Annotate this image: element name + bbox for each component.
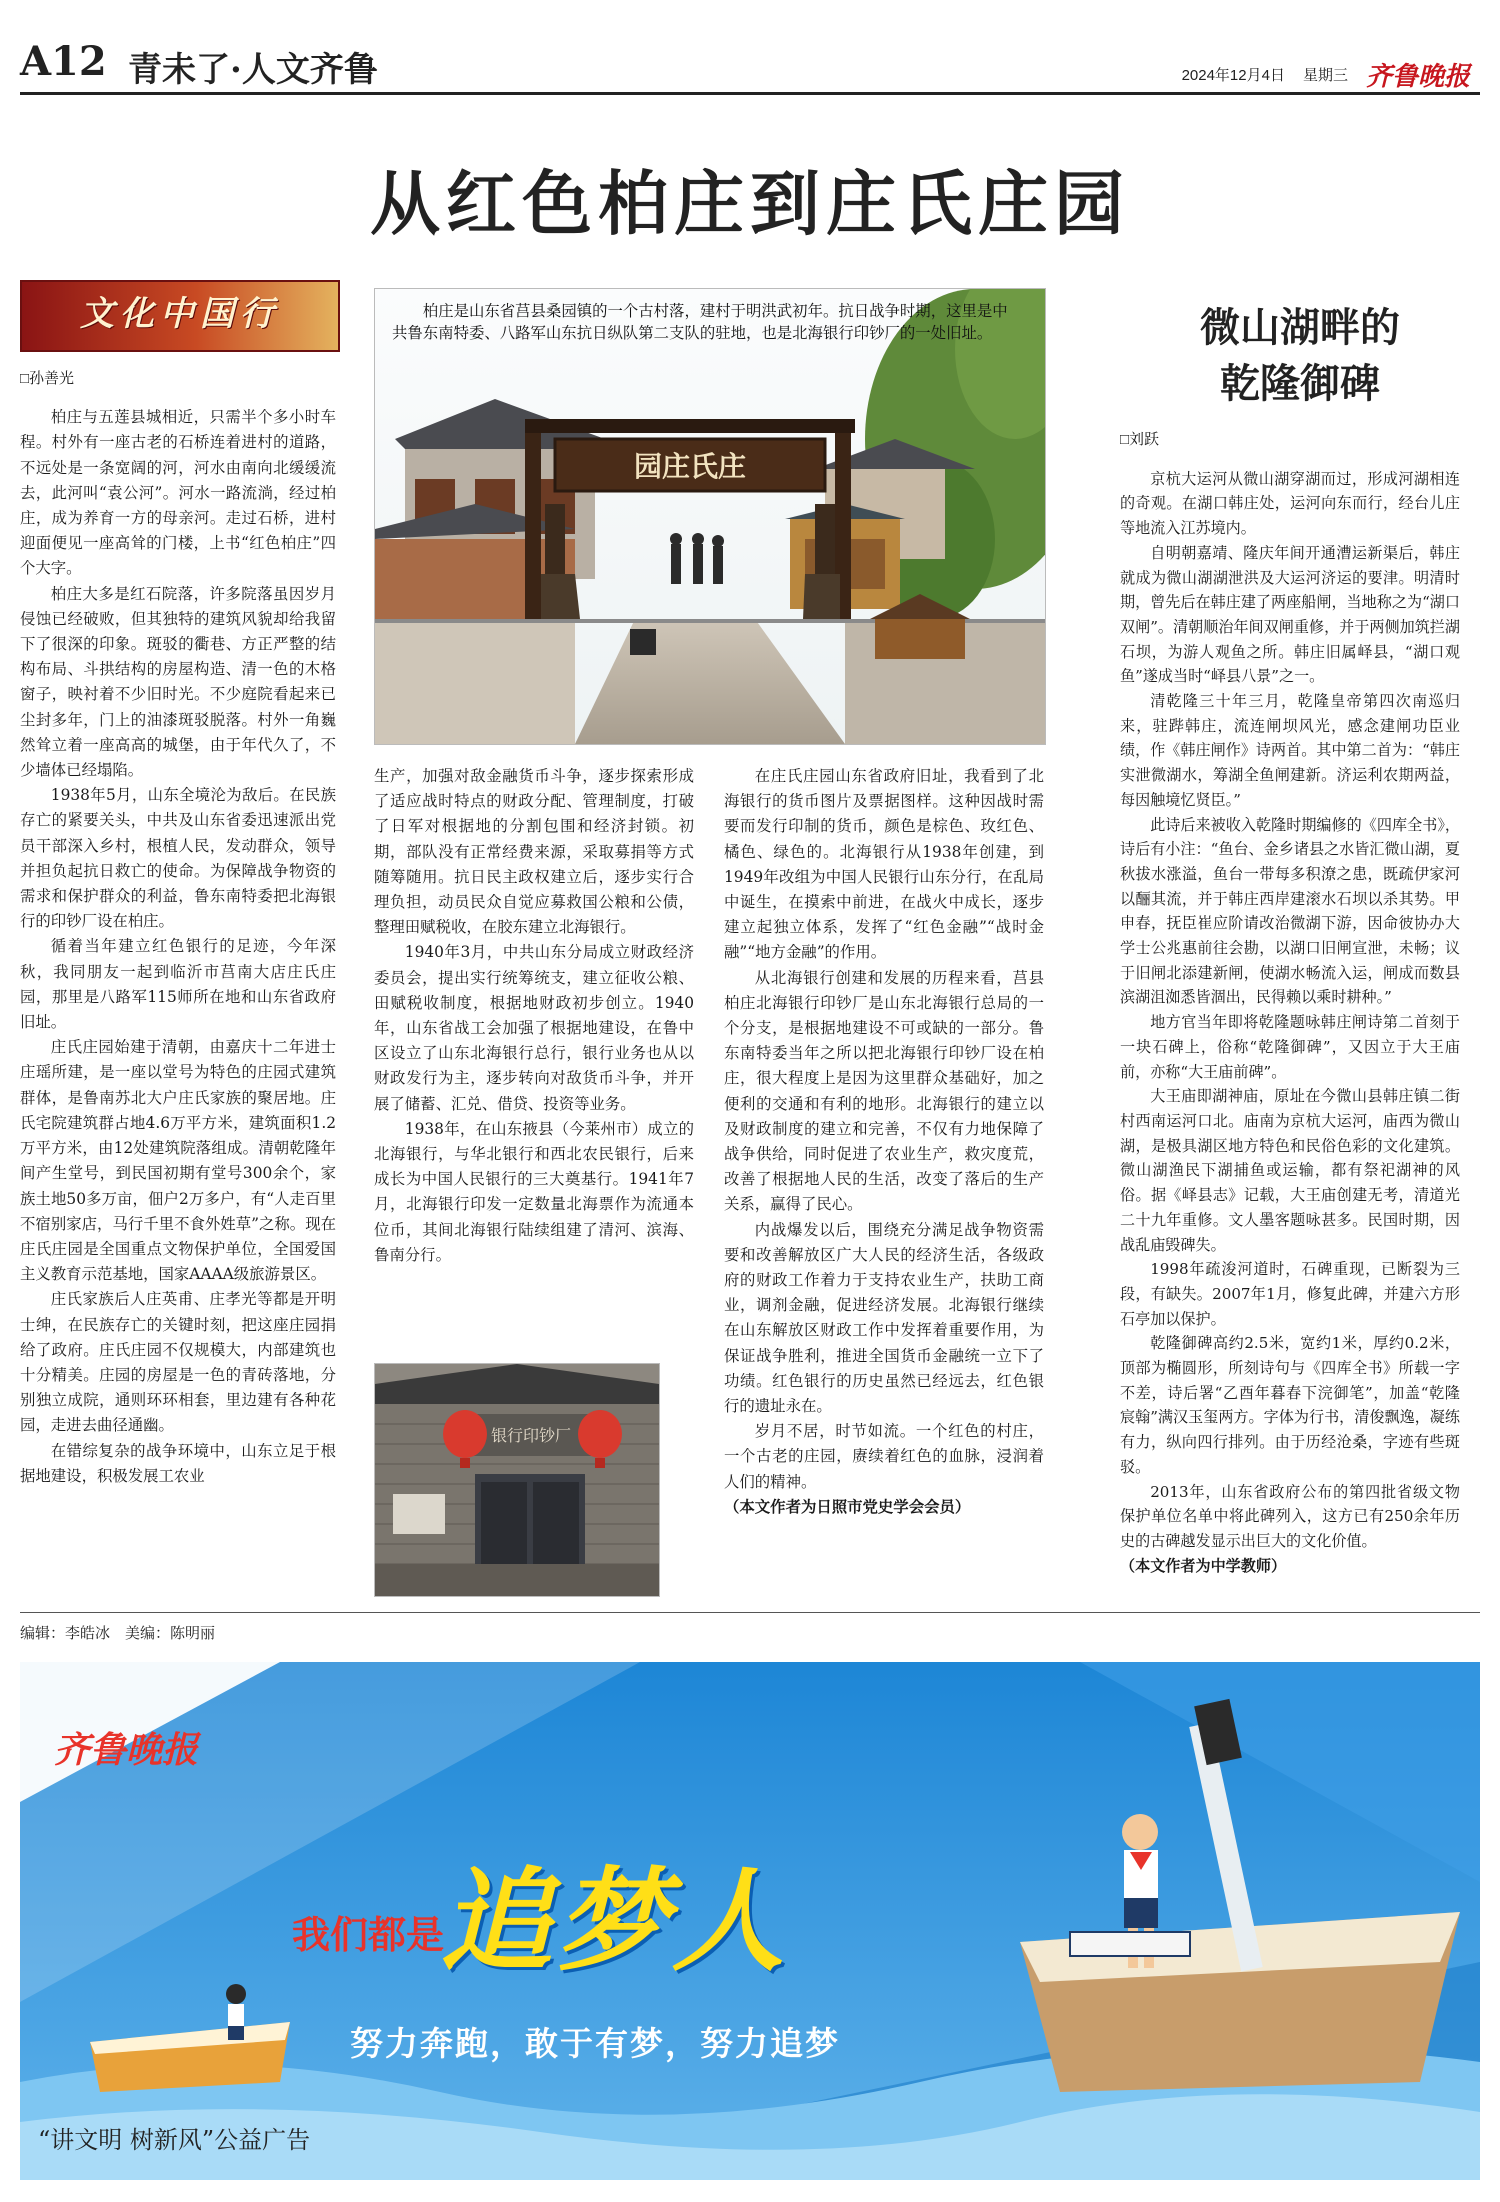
paragraph: 1940年3月，中共山东分局成立财政经济委员会，提出实行统筹统支，建立征收公粮、田赋税收制度，根据地财政初步创立。1940年，山东省战工会加强了根据地建设，在鲁中区设立了山东北海银行总行，银行业务也从以财政发行为主，逐步转向对敌货币斗争，并开展了储蓄、汇兑、借贷、投资等业务。 bbox=[374, 943, 694, 1113]
paragraph: 在错综复杂的战争环境中，山东立足于根据地建设，积极发展工农业 bbox=[20, 1441, 336, 1485]
header-rule bbox=[20, 92, 1480, 95]
right-article-author: □刘跃 bbox=[1120, 431, 1160, 448]
column-logo bbox=[20, 280, 340, 352]
paragraph: 此诗后来被收入乾隆时期编修的《四库全书》，诗后有小注：“鱼台、金乡诸县之水皆汇微山湖，夏秋拔水涨溢，鱼台一带每多积潦之患，既疏伊家河以酾其流，并于韩庄西岸建滚水石坝以杀其势。甲申春，抚臣崔应阶请改治微湖下游，因命彼协办大学士公兆惠前往会勘，以湖口旧闸宣泄，未畅；议于旧闸北添建新闸，使湖水畅流入运，闸成而数县滨湖沮洳悉皆涸出，民得赖以乘时耕种。” bbox=[1120, 815, 1460, 1007]
mint-factory-illustration bbox=[375, 1364, 659, 1596]
public-service-ad bbox=[20, 1662, 1480, 2180]
ad-footer-text: “讲文明 树新风”公益广告 bbox=[38, 2126, 311, 2154]
right-article-credit: （本文作者为中学教师） bbox=[1120, 1556, 1287, 1575]
paragraph: 内战爆发以后，围绕充分满足战争物资需要和改善解放区广大人民的经济生活，各级政府的财政工作着力于支持农业生产，扶助工商业，调剂金融，促进经济发展。北海银行继续在山东解放区财政工作中发挥着重要作用，为保证战争胜利，推进全国货币金融统一立下了功绩。红色银行的历史虽然已经远去，红色银行的遗址永在。 bbox=[724, 1220, 1044, 1416]
paragraph: 在庄氏庄园山东省政府旧址，我看到了北海银行的货币图片及票据图样。这种因战时需要而发行印制的货币，颜色是棕色、玫红色、橘色、绿色的。北海银行从1938年创建，到1949年改组为中国人民银行山东分行，在乱局中诞生，在摸索中前进，在战火中成长，逐步建立起独立体系，发挥了“红色金融”“战时金融”“地方金融”的作用。 bbox=[724, 767, 1044, 962]
gate-sign-text: 园庄氏庄 bbox=[633, 450, 747, 483]
article-column-1 bbox=[20, 362, 336, 1489]
paragraph: 柏庄大多是红石院落，许多院落虽因岁月侵蚀已经破败，但其独特的建筑风貌却给我留下了很深的印象。斑驳的衢巷、方正严整的结构布局、斗拱结构的房屋构造、清一色的木格窗子，映衬着不少旧时光。不少庭院看起来已尘封多年，门上的油漆斑驳脱落。村外一角巍然耸立着一座高高的城堡，由于年代久了，不少墙体已经塌陷。 bbox=[20, 584, 336, 780]
right-title-line-2: 乾隆御碑 bbox=[1220, 360, 1380, 407]
section-name: 青未了·人文齐鲁 bbox=[128, 50, 378, 90]
paragraph: 大王庙即湖神庙，原址在今微山县韩庄镇二街村西南运河口北。庙南为京杭大运河，庙西为微山湖，是极具湖区地方特色和民俗色彩的文化建筑。微山湖渔民下湖捕鱼或运输，都有祭祀湖神的风俗。据《峄县志》记载，大王庙创建无考，清道光二十九年重修。文人墨客题咏甚多。民国时期，因战乱庙毁碑失。 bbox=[1120, 1087, 1460, 1254]
ad-slogan: 努力奔跑，敢于有梦，努力追梦 bbox=[350, 2024, 840, 2063]
ad-brand: 齐鲁晚报 bbox=[54, 1729, 199, 1771]
paragraph: 自明朝嘉靖、隆庆年间开通漕运新渠后，韩庄就成为微山湖湖泄洪及大运河济运的要津。明清时期，曾先后在韩庄建了两座船闸，当地称之为“湖口双闸”。清朝顺治年间双闸重修，并于两侧加筑拦湖石坝，为游人观鱼之所。韩庄旧属峄县，“湖口观鱼”遂成当时“峄县八景”之一。 bbox=[1120, 543, 1460, 686]
issue-date: 2024年12月4日 bbox=[1181, 67, 1285, 84]
page-number: A12 bbox=[20, 38, 107, 85]
article-column-2 bbox=[374, 764, 694, 1268]
article-credit: （本文作者为日照市党史学会会员） bbox=[724, 1497, 971, 1516]
right-title-line-1: 微山湖畔的 bbox=[1200, 304, 1400, 351]
column-logo-text: 文化中国行 bbox=[80, 294, 280, 334]
paragraph: 清乾隆三十年三月，乾隆皇帝第四次南巡归来，驻跸韩庄，流连闸坝风光，感念建闸功臣业绩，作《韩庄闸作》诗两首。其中第二首为：“韩庄实泄微湖水，筹湖全鱼闸建新。济运利农期两益，每因触境忆贤臣。” bbox=[1120, 692, 1460, 809]
article-column-3 bbox=[724, 764, 1044, 1520]
paragraph: 2013年，山东省政府公布的第四批省级文物保护单位名单中将此碑列入，这方已有250余年历史的古碑越发显示出巨大的文化价值。 bbox=[1120, 1482, 1460, 1550]
paragraph: 1938年，在山东掖县（今莱州市）成立的北海银行，与华北银行和西北农民银行，后来成长为中国人民银行的三大奠基行。1941年7月，北海银行印发一定数量北海票作为流通本位币，其间北海银行陆续组建了清河、滨海、鲁南分行。 bbox=[374, 1119, 694, 1264]
ad-headline-big: 追梦人 bbox=[440, 1856, 788, 1987]
header-meta bbox=[1182, 56, 1470, 93]
ad-headline-small: 我们都是 bbox=[292, 1913, 445, 1957]
footer-rule bbox=[20, 1612, 1480, 1613]
right-article-body bbox=[1120, 424, 1460, 1578]
paragraph: 生产，加强对敌金融货币斗争，逐步探索形成了适应战时特点的财政分配、管理制度，打破了日军对根据地的分割包围和经济封锁。初期，部队没有正常经费来源，采取募捐等方式随筹随用。抗日民主政权建立后，逐步实行合理负担，动员民众自觉应募救国公粮和公债，整理田赋税收，在胶东建立北海银行。 bbox=[374, 767, 694, 937]
paragraph: 1938年5月，山东全境沦为敌后。在民族存亡的紧要关头，中共及山东省委迅速派出党员干部深入乡村，根植人民，发动群众，领导并担负起抗日救亡的使命。为保障战争物资的需求和保护群众的利益，鲁东南特委把北海银行的印钞厂设在柏庄。 bbox=[20, 786, 336, 931]
issue-weekday: 星期三 bbox=[1302, 67, 1348, 84]
article-author: □孙善光 bbox=[20, 370, 75, 387]
paragraph: 庄氏家族后人庄英甫、庄孝光等都是开明士绅，在民族存亡的关键时刻，把这座庄园捐给了政府。庄氏庄园不仅规模大，内部建筑也十分精美。庄园的房屋是一色的青砖落地，分别独立成院，通则环环相套，里边建有各种花园，走进去曲径通幽。 bbox=[20, 1290, 336, 1435]
paragraph: 从北海银行创建和发展的历程来看，莒县柏庄北海银行印钞厂是山东北海银行总局的一个分支，是根据地建设不可或缺的一部分。鲁东南特委当年之所以把北海银行印钞厂设在柏庄，很大程度上是因为这里群众基础好，加之便利的交通和有利的地形。北海银行的建立以及财政制度的建立和完善，不仅有力地保障了战争供给，同时促进了农业生产，救灾度荒，改善了根据地人民的生活，改变了落后的生产关系，赢得了民心。 bbox=[724, 968, 1044, 1214]
editor-credits: 编辑：李皓冰 美编：陈明丽 bbox=[20, 1625, 216, 1642]
paragraph: 地方官当年即将乾隆题咏韩庄闸诗第二首刻于一块石碑上，俗称“乾隆御碑”，又因立于大王庙前，亦称“大王庙前碑”。 bbox=[1120, 1013, 1460, 1081]
paragraph: 循着当年建立红色银行的足迹，今年深秋，我同朋友一起到临沂市莒南大店庄氏庄园，那里是八路军115师所在地和山东省政府旧址。 bbox=[20, 937, 336, 1032]
village-gate-illustration bbox=[375, 289, 1045, 744]
paragraph: 乾隆御碑高约2.5米，宽约1米，厚约0.2米，顶部为椭圆形，所刻诗句与《四库全书》所载一字不差，诗后署“乙酉年暮春下浣御笔”，加盖“乾隆宸翰”满汉玉玺两方。字体为行书，清俊飘逸，凝练有力，纵向四行排列。由于历经沧桑，字迹有些斑驳。 bbox=[1120, 1334, 1460, 1476]
paragraph: 岁月不居，时节如流。一个红色的村庄，一个古老的庄园，赓续着红色的血脉，浸润着人们的精神。 bbox=[724, 1422, 1044, 1491]
paragraph: 1998年疏浚河道时，石碑重现，已断裂为三段，有缺失。2007年1月，修复此碑，并建六方形石亭加以保护。 bbox=[1120, 1260, 1460, 1328]
paragraph: 柏庄与五莲县城相近，只需半个多小时车程。村外有一座古老的石桥连着进村的道路，不远处是一条宽阔的河，河水由南向北缓缓流去，此河叫“袁公河”。河水一路流淌，经过柏庄，成为养育一方的母亲河。走过石桥，进村迎面便见一座高耸的门楼，上书“红色柏庄”四个大字。 bbox=[20, 408, 336, 578]
right-article-title bbox=[1135, 300, 1465, 412]
village-gate-photo bbox=[374, 288, 1046, 745]
photo-caption: 柏庄是山东省莒县桑园镇的一个古村落，建村于明洪武初年。抗日战争时期，这里是中共鲁东南特委、八路军山东抗日纵队第二支队的驻地，也是北海银行印钞厂的一处旧址。 bbox=[392, 302, 1008, 342]
newspaper-brand: 齐鲁晚报 bbox=[1365, 62, 1470, 92]
mint-factory-photo bbox=[374, 1363, 660, 1597]
paragraph: 京杭大运河从微山湖穿湖而过，形成河湖相连的奇观。在湖口韩庄处，运河向东而行，经台儿庄等地流入江苏境内。 bbox=[1120, 469, 1460, 538]
main-headline: 从红色柏庄到庄氏庄园 bbox=[370, 162, 1130, 245]
mint-sign-text: 银行印钞厂 bbox=[490, 1426, 572, 1445]
paragraph: 庄氏庄园始建于清朝，由嘉庆十二年进士庄瑶所建，是一座以堂号为特色的庄园式建筑群体，是鲁南苏北大户庄氏家族的聚居地。庄氏宅院建筑群占地4.6万平方米，建筑面积1.2万平方米，由12处建筑院落组成。清朝乾隆年间产生堂号，到民国初期有堂号300余个，家族土地50多万亩，佃户2万多户，有“人走百里不宿别家店，马行千里不食外姓草”之称。现在庄氏庄园是全国重点文物保护单位，全国爱国主义教育示范基地，国家AAAA级旅游景区。 bbox=[20, 1038, 336, 1284]
